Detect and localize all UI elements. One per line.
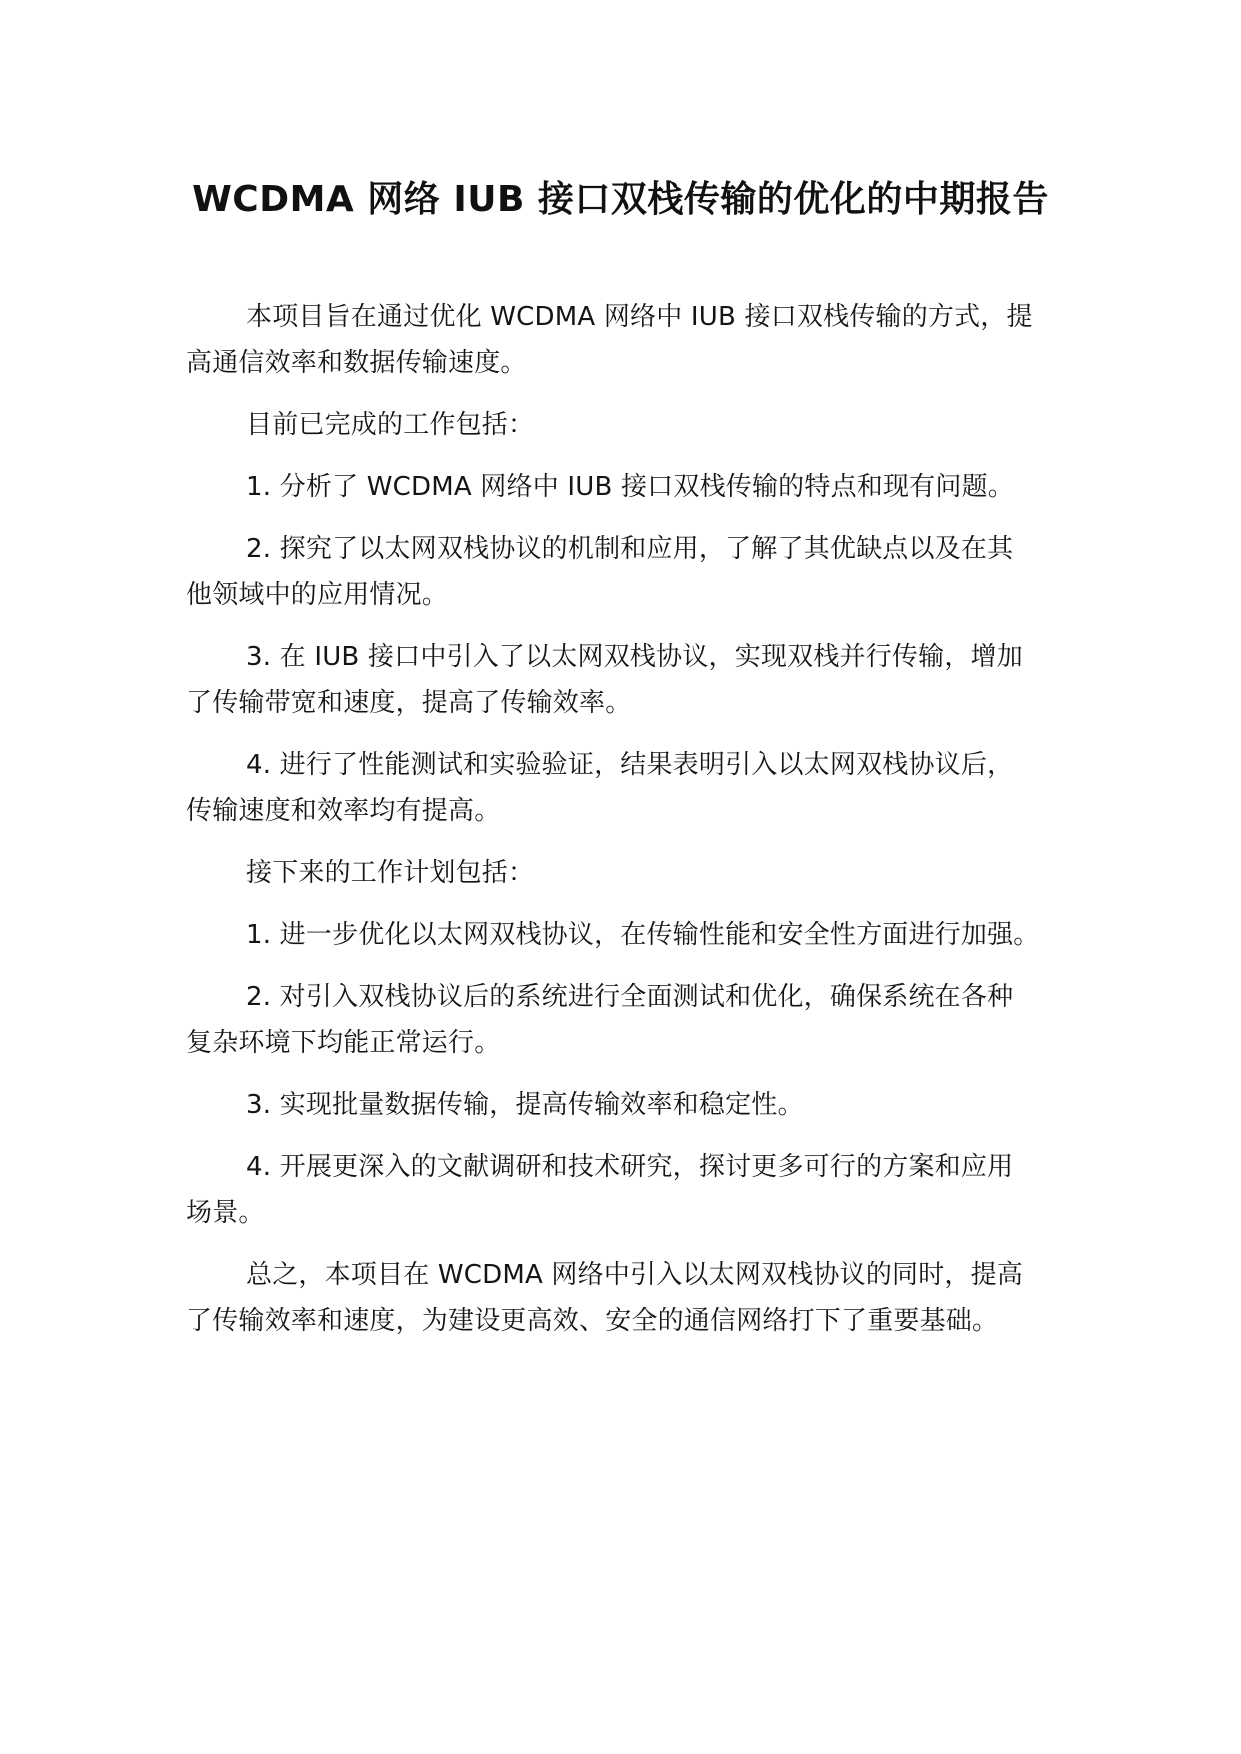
paragraph-completed-heading bbox=[186, 402, 1066, 448]
paragraph-line: 了传输效率和速度，为建设更高效、安全的通信网络打下了重要基础。 bbox=[186, 1306, 999, 1336]
paragraph-line: 复杂环境下均能正常运行。 bbox=[186, 1028, 501, 1058]
paragraph-completed-item-2 bbox=[186, 526, 1066, 618]
paragraph-line: 传输速度和效率均有提高。 bbox=[186, 796, 501, 826]
paragraph-plan-item-1 bbox=[186, 912, 1066, 958]
paragraph-line: 1. 进一步优化以太网双栈协议，在传输性能和安全性方面进行加强。 bbox=[246, 920, 1040, 950]
paragraph-intro bbox=[186, 294, 1066, 386]
paragraph-plan-item-2 bbox=[186, 974, 1066, 1066]
paragraph-line: 4. 进行了性能测试和实验验证，结果表明引入以太网双栈协议后， bbox=[246, 750, 1014, 780]
document-body bbox=[186, 294, 1066, 1360]
paragraph-line: 接下来的工作计划包括： bbox=[246, 858, 535, 888]
paragraph-line: 4. 开展更深入的文献调研和技术研究，探讨更多可行的方案和应用 bbox=[246, 1152, 1014, 1182]
paragraph-line: 2. 探究了以太网双栈协议的机制和应用，了解了其优缺点以及在其 bbox=[246, 534, 1014, 564]
paragraph-line: 总之，本项目在 WCDMA 网络中引入以太网双栈协议的同时，提高 bbox=[246, 1260, 1024, 1290]
paragraph-line: 他领域中的应用情况。 bbox=[186, 580, 449, 610]
paragraph-line: 高通信效率和数据传输速度。 bbox=[186, 348, 527, 378]
paragraph-plan-heading bbox=[186, 850, 1066, 896]
paragraph-line: 本项目旨在通过优化 WCDMA 网络中 IUB 接口双栈传输的方式，提 bbox=[246, 302, 1033, 332]
paragraph-line: 了传输带宽和速度，提高了传输效率。 bbox=[186, 688, 632, 718]
paragraph-plan-item-3 bbox=[186, 1082, 1066, 1128]
paragraph-completed-item-4 bbox=[186, 742, 1066, 834]
paragraph-line: 目前已完成的工作包括： bbox=[246, 410, 535, 440]
paragraph-line: 3. 在 IUB 接口中引入了以太网双栈协议，实现双栈并行传输，增加 bbox=[246, 642, 1023, 672]
paragraph-line: 2. 对引入双栈协议后的系统进行全面测试和优化，确保系统在各种 bbox=[246, 982, 1014, 1012]
document-title: WCDMA 网络 IUB 接口双栈传输的优化的中期报告 bbox=[192, 179, 1049, 220]
paragraph-line: 1. 分析了 WCDMA 网络中 IUB 接口双栈传输的特点和现有问题。 bbox=[246, 472, 1014, 502]
paragraph-plan-item-4 bbox=[186, 1144, 1066, 1236]
paragraph-line: 3. 实现批量数据传输，提高传输效率和稳定性。 bbox=[246, 1090, 804, 1120]
paragraph-line: 场景。 bbox=[186, 1198, 265, 1228]
paragraph-conclusion bbox=[186, 1252, 1066, 1344]
paragraph-completed-item-3 bbox=[186, 634, 1066, 726]
paragraph-completed-item-1 bbox=[186, 464, 1066, 510]
